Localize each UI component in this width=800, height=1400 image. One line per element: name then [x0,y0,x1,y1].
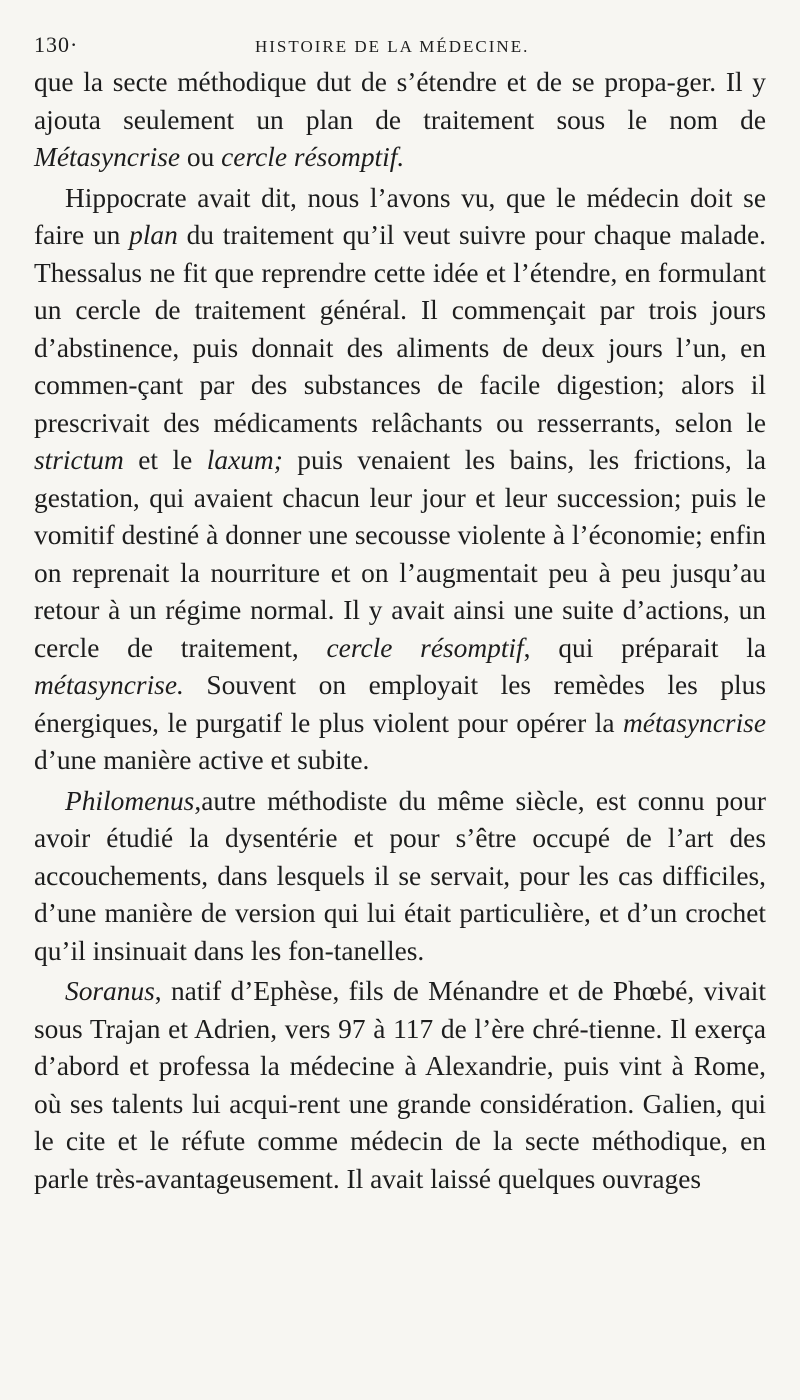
body-text [34,64,766,1198]
italic-text: Philomenus [65,785,195,816]
italic-text: cercle résomptif [326,632,524,663]
text-run: et le [123,445,207,475]
text-run: que la secte méthodique dut de s’étendre et de se propa-ger. Il y ajouta seulement un plan de traitement sous le nom de [34,67,766,135]
italic-text: Métasyncrise [34,142,181,172]
italic-text: laxum; [206,445,283,475]
page-header [34,32,766,58]
text-run: du traitement qu’il veut suivre pour chaque malade. Thessalus ne fit que reprendre cette idée et l’étendre, en formulant un cercle de traitement général. Il commençait par trois jours d’abstinence, puis donnait des aliments de deux jours l’un, en commen-çant par des substances de facile digestion; alors il prescrivait des médicaments relâchants ou resserrants, selon le [34,220,766,438]
italic-text: strictum [34,445,124,475]
text-run: puis venaient les bains, les frictions, la gestation, qui avaient chacun leur jour et leur succession; puis le vomitif destiné à donner une secousse violente à l’économie; enfin on reprenait la nourriture et on l’augmentait peu à peu jusqu’au retour à un régime normal. Il y avait ainsi une suite d’actions, un cercle de traitement, [34,445,766,663]
italic-text: Soranus [65,976,155,1006]
running-title: HISTOIRE DE LA MÉDECINE. [254,37,530,56]
italic-text: cercle résomptif. [221,142,405,172]
italic-text: plan [129,220,178,250]
text-run: d’une manière active et subite. [34,745,370,775]
text-run: , qui préparait la [523,632,767,663]
text-run: Hippocrate avait dit, nous l’avons vu, que le médecin doit se faire un [34,182,766,250]
paragraph [34,783,766,971]
text-run: ,autre méthodiste du même siècle, est connu pour avoir étudié la dysentérie et pour s’être occupé de l’art des accouchements, dans lesquels il se servait, pour les cas difficiles, d’une manière de version qui lui était particulière, et d’un crochet qu’il insinuait dans les fon-tanelles. [34,785,766,966]
text-run: ou [180,142,222,172]
text-run: Souvent on employait les remèdes les plus énergiques, le purgatif le plus violent pour opérer la [34,670,766,738]
page-number: 130· [34,32,79,57]
italic-text: métasyncrise [623,707,766,738]
italic-text: métasyncrise. [34,670,184,700]
paragraph [34,64,766,177]
paragraph [34,180,766,780]
paragraph [34,973,766,1198]
text-run: , natif d’Ephèse, fils de Ménandre et de Phœbé, vivait sous Trajan et Adrien, vers 97 à 117 de l’ère chré-tienne. Il exerça d’abord et professa la médecine à Alexandrie, puis vint à Rome, où ses talents lui acqui-rent une grande considération. Galien, qui le cite et le réfute comme médecin de la secte méthodique, en parle très-avantageusement. Il avait laissé quelques ouvrages [34,976,766,1194]
